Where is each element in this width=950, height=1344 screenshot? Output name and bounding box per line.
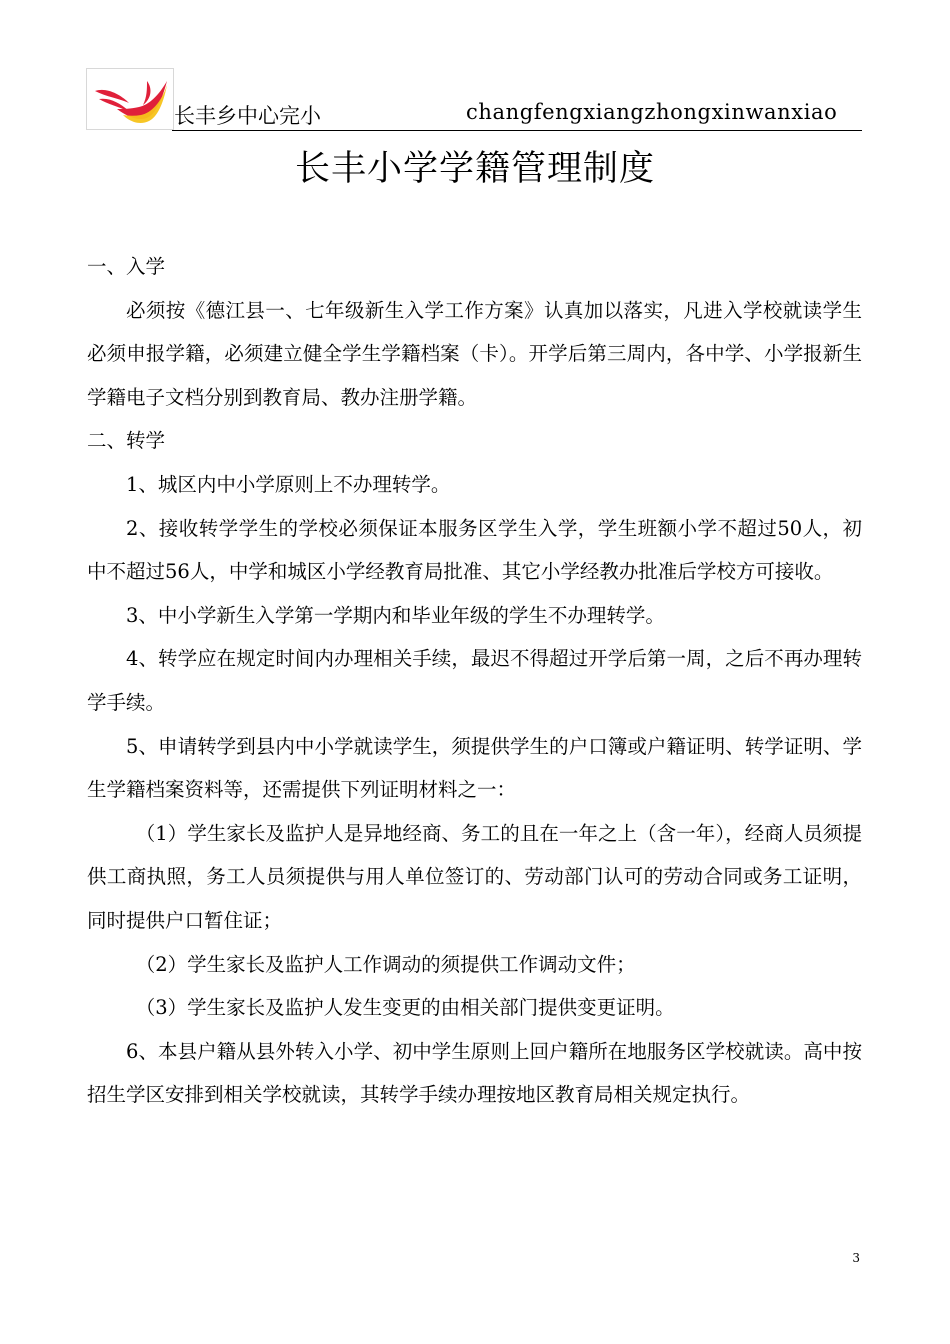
section-heading-transfer: 二、转学 (87, 429, 166, 453)
document-title: 长丰小学学籍管理制度 (294, 149, 655, 189)
section-heading-enrollment: 一、入学 (87, 255, 166, 278)
school-name: 长丰乡中心完小 (174, 104, 321, 128)
sub-paragraph: （3）学生家长及监护人发生变更的由相关部门提供变更证明。 (135, 996, 675, 1020)
paragraph: 1、城区内中小学原则上不办理转学。 (126, 472, 451, 496)
paragraph: 6、本县户籍从县外转入小学、初中学生原则上回户籍所在地服务区学校就读。高中按招生学区安排到相关学校就读，其转学手续办理按地区教育局相关规定执行。 (87, 1039, 862, 1107)
page-number: 3 (852, 1251, 860, 1265)
red-ribbon-logo-icon (86, 68, 174, 130)
document-body (87, 245, 862, 1117)
paragraph: 5、申请转学到县内中小学就读学生，须提供学生的户口簿或户籍证明、转学证明、学生学籍档案资料等，还需提供下列证明材料之一： (87, 734, 862, 802)
header-rule (172, 130, 862, 131)
paragraph: 4、转学应在规定时间内办理相关手续，最迟不得超过开学后第一周，之后不再办理转学手续。 (87, 647, 862, 714)
paragraph: 必须按《德江县一、七年级新生入学工作方案》认真加以落实，凡进入学校就读学生必须申报学籍，必须建立健全学生学籍档案（卡）。开学后第三周内，各中学、小学报新生学籍电子文档分别到教育局、教办注册学籍。 (87, 298, 862, 409)
paragraph: 3、中小学新生入学第一学期内和毕业年级的学生不办理转学。 (126, 603, 665, 627)
sub-paragraph: （2）学生家长及监护人工作调动的须提供工作调动文件； (135, 952, 636, 976)
school-pinyin: changfengxiangzhongxinwanxiao (466, 100, 838, 124)
sub-paragraph: （1）学生家长及监护人是异地经商、务工的且在一年之上（含一年），经商人员须提供工商执照，务工人员须提供与用人单位签订的、劳动部门认可的劳动合同或务工证明，同时提供户口暂住证； (87, 821, 862, 932)
paragraph: 2、接收转学学生的学校必须保证本服务区学生入学，学生班额小学不超过50人，初中不超过56人，中学和城区小学经教育局批准、其它小学经教办批准后学校方可接收。 (87, 516, 862, 584)
